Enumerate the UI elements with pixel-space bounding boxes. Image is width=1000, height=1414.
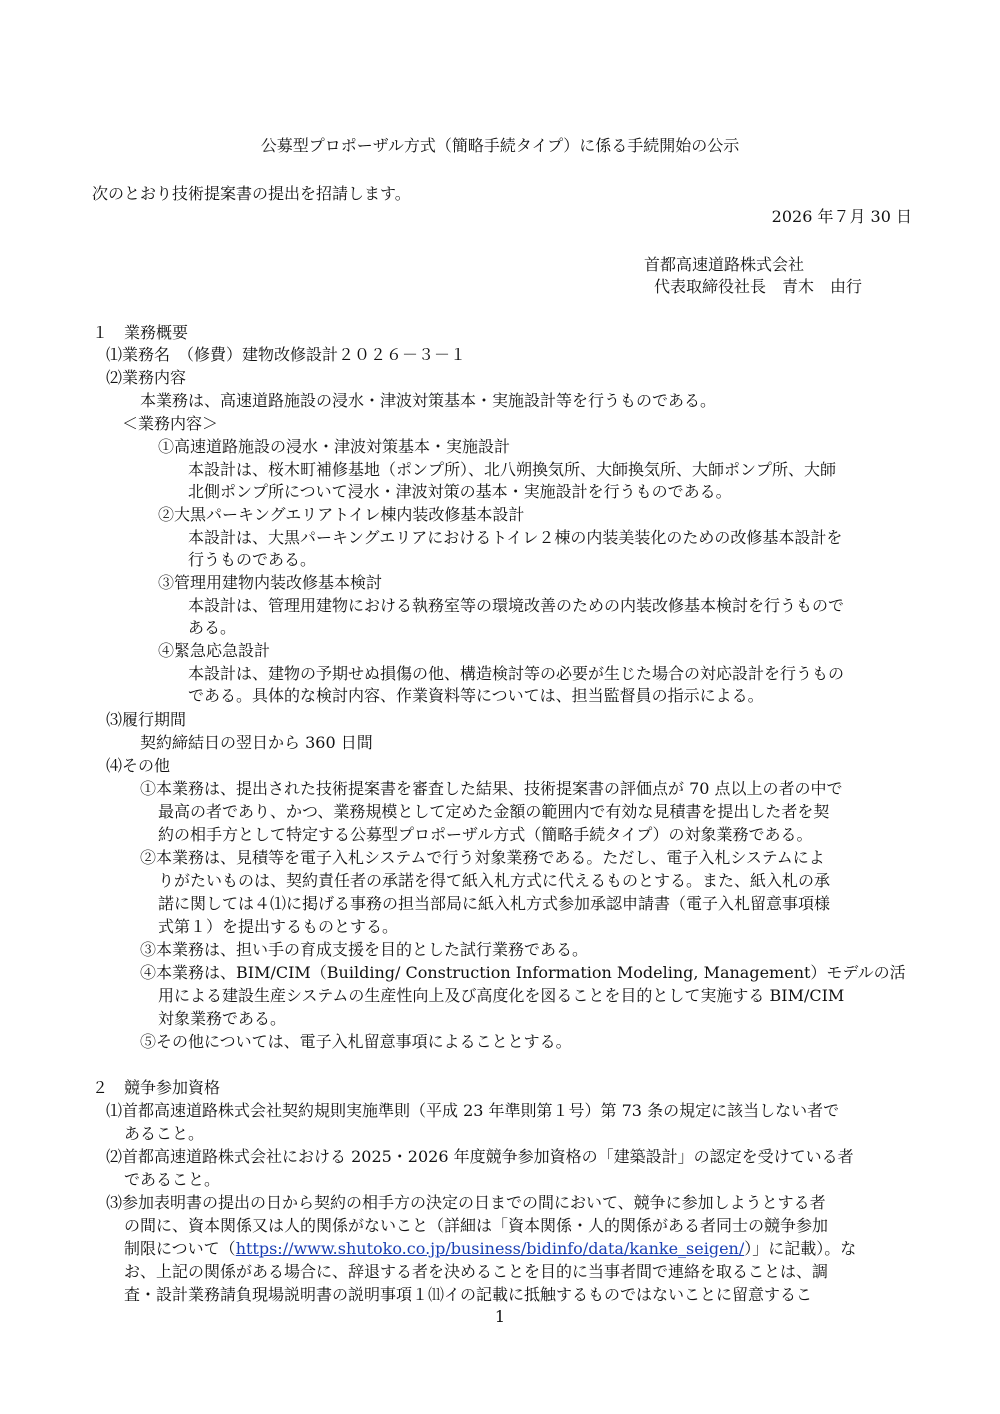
- other4-line3: 対象業務である。: [158, 1009, 287, 1028]
- issuer-company: 首都高速道路株式会社: [644, 255, 805, 274]
- issue-date: 2026 年７月 30 日: [771, 207, 912, 226]
- section1-heading: １ 業務概要: [92, 323, 189, 342]
- sub1-text-line1: 本設計は、桜木町補修基地（ポンプ所）、北八朔換気所、大師換気所、大師ポンプ所、大師: [188, 460, 837, 479]
- qual3-line4: お、上記の関係がある場合に、辞退する者を決めることを目的に当事者間で連絡を取ることは、調: [124, 1262, 829, 1281]
- qual3-line3-pre: 制限について（: [124, 1239, 236, 1258]
- sub2-text-line1: 本設計は、大黒パーキングエリアにおけるトイレ２棟の内装美装化のための改修基本設計を: [188, 528, 843, 547]
- section1-item3: ⑶履行期間: [106, 710, 187, 729]
- qual3-line3-post: ）」に記載）。な: [744, 1239, 857, 1258]
- sub2-text-line2: 行うものである。: [188, 550, 317, 569]
- qual3-line1: ⑶参加表明書の提出の日から契約の相手方の決定の日までの間において、競争に参加しようとする者: [106, 1193, 826, 1212]
- sub3-text-line2: ある。: [188, 618, 237, 637]
- issuer-representative: 代表取締役社長 青木 由行: [654, 277, 863, 296]
- other1-line1: ①本業務は、提出された技術提案書を審査した結果、技術提案書の評価点が 70 点以上の者の中で: [140, 779, 843, 798]
- section1-item2: ⑵業務内容: [106, 368, 187, 387]
- qual1-line1: ⑴首都高速道路株式会社契約規則実施準則（平成 23 年準則第１号）第 73 条の規定に該当しない者で: [106, 1101, 840, 1120]
- sub3-text-line1: 本設計は、管理用建物における執務室等の環境改善のための内装改修基本検討を行うもので: [188, 596, 845, 615]
- sub4-heading: ④緊急応急設計: [158, 641, 271, 660]
- sub4-text-line1: 本設計は、建物の予期せぬ損傷の他、構造検討等の必要が生じた場合の対応設計を行うもの: [188, 664, 845, 683]
- contents-label: ＜業務内容＞: [122, 414, 219, 433]
- other1-line3: 約の相手方として特定する公募型プロポーザル方式（簡略手続タイプ）の対象業務である。: [158, 825, 813, 844]
- section2-heading: ２ 競争参加資格: [92, 1078, 221, 1097]
- other4-line1: ④本業務は、BIM/CIM（Building/ Construction Information Modeling, Management）モデルの活: [140, 963, 906, 982]
- other2-line1: ②本業務は、見積等を電子入札システムで行う対象業務である。ただし、電子入札システムによ: [140, 848, 825, 867]
- section1-item2-text: 本業務は、高速道路施設の浸水・津波対策基本・実施設計等を行うものである。: [140, 391, 717, 410]
- intro-text: 次のとおり技術提案書の提出を招請します。: [92, 184, 411, 203]
- other2-line4: 式第１）を提出するものとする。: [158, 917, 399, 936]
- sub3-heading: ③管理用建物内装改修基本検討: [158, 573, 383, 592]
- qual2-line1: ⑵首都高速道路株式会社における 2025・2026 年度競争参加資格の「建築設計」の認定を受けている者: [106, 1147, 854, 1166]
- other2-line3: 諾に関しては４⑴に掲げる事務の担当部局に紙入札方式参加承認申請書（電子入札留意事項様: [158, 894, 831, 913]
- qual3-line2: の間に、資本関係又は人的関係がないこと（詳細は「資本関係・人的関係がある者同士の競争参加: [124, 1216, 829, 1235]
- sub4-text-line2: である。具体的な検討内容、作業資料等については、担当監督員の指示による。: [188, 686, 764, 705]
- qual1-line2: あること。: [124, 1124, 205, 1143]
- section1-item1: ⑴業務名 （修費）建物改修設計２０２６－３－１: [106, 345, 467, 364]
- document-title: 公募型プロポーザル方式（簡略手続タイプ）に係る手続開始の公示: [260, 136, 740, 155]
- section1-item4: ⑷その他: [106, 756, 171, 775]
- other1-line2: 最高の者であり、かつ、業務規模として定めた金額の範囲内で有効な見積書を提出した者を契: [158, 802, 830, 821]
- sub2-heading: ②大黒パーキングエリアトイレ棟内装改修基本設計: [158, 505, 525, 524]
- qual2-line2: であること。: [124, 1170, 221, 1189]
- sub1-heading: ①高速道路施設の浸水・津波対策基本・実施設計: [158, 437, 511, 456]
- sub1-text-line2: 北側ポンプ所について浸水・津波対策の基本・実施設計を行うものである。: [188, 482, 732, 501]
- restriction-link[interactable]: https://www.shutoko.co.jp/business/bidinfo/data/kanke_seigen/: [235, 1239, 745, 1258]
- page-number: 1: [494, 1307, 506, 1326]
- section1-item3-text: 契約締結日の翌日から 360 日間: [140, 733, 373, 752]
- other2-line2: りがたいものは、契約責任者の承諾を得て紙入札方式に代えるものとする。また、紙入札の承: [158, 871, 831, 890]
- other5: ⑤その他については、電子入札留意事項によることとする。: [140, 1032, 572, 1051]
- qual3-line5: 査・設計業務請負現場説明書の説明事項１⑾イの記載に抵触するものではないことに留意するこ: [124, 1285, 813, 1304]
- other3: ③本業務は、担い手の育成支援を目的とした試行業務である。: [140, 940, 589, 959]
- other4-line2: 用による建設生産システムの生産性向上及び高度化を図ることを目的として実施する BIM/CIM: [158, 986, 845, 1005]
- qual3-line3: [124, 1238, 856, 1260]
